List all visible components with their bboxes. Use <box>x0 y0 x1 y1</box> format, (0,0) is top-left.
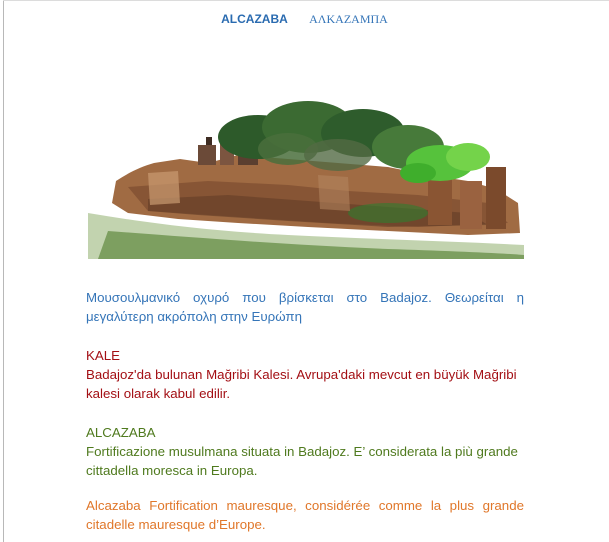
greek-description <box>86 288 524 326</box>
turkish-title: KALE <box>86 348 121 363</box>
alcazaba-illustration <box>88 63 524 259</box>
page-border-left <box>3 0 4 542</box>
french-text: Alcazaba Fortification mauresque, considérée comme la plus grande citadelle mauresque d’Europe. <box>86 498 524 532</box>
page-border-top <box>3 0 609 1</box>
page-heading <box>0 12 609 27</box>
italian-title: ALCAZABA <box>86 425 156 440</box>
heading-title-greek: ΑΛΚΑΖΑΜΠΑ <box>309 12 388 26</box>
greek-text: Μουσουλμανικό οχυρό που βρίσκεται στο Badajoz. Θεωρείται η μεγαλύτερη ακρόπολη στην Ευρώπη <box>86 290 524 324</box>
alcazaba-drawing <box>88 63 524 259</box>
italian-text: Fortificazione musulmana situata in Badajoz. E’ considerata la più grande cittadella moresca in Europa. <box>86 444 518 478</box>
turkish-text: Badajoz'da bulunan Mağribi Kalesi. Avrupa'daki mevcut en büyük Mağribi kalesi olarak kabul edilir. <box>86 367 517 401</box>
french-section <box>86 496 524 534</box>
heading-title-latin: ALCAZABA <box>221 12 288 26</box>
italian-section <box>86 423 524 480</box>
turkish-section <box>86 346 524 403</box>
